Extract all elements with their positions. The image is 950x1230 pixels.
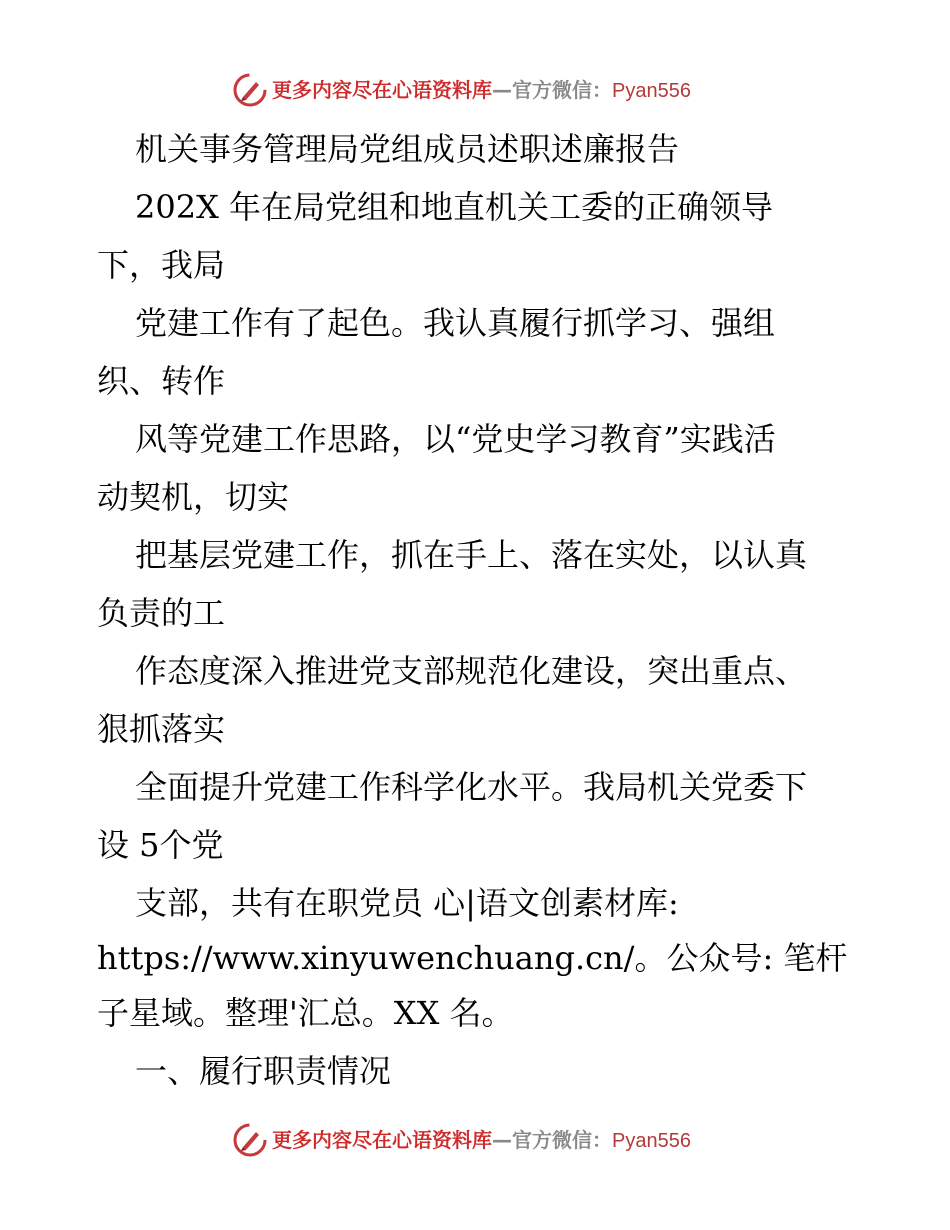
- paragraph-line: https://www.xinyuwenchuang.cn/。公众号: 笔杆: [97, 939, 848, 977]
- paragraph-line: 设 5个党: [97, 826, 224, 864]
- paragraph-line: 下，我局: [97, 246, 226, 284]
- paragraph-line: 作态度深入推进党支部规范化建设，突出重点、: [135, 652, 808, 690]
- header-banner: [0, 70, 950, 110]
- header-banner-wechat-id: Pyan556: [612, 80, 691, 102]
- header-banner-main: 更多内容尽在心语资料库: [272, 78, 492, 102]
- paragraph-line: 子星域。整理'汇总。XX 名。: [97, 994, 514, 1032]
- paragraph-line: 狠抓落实: [97, 710, 226, 748]
- paragraph-line: 全面提升党建工作科学化水平。我局机关党委下: [135, 768, 808, 806]
- footer-banner-dash: —: [492, 1128, 512, 1152]
- paragraph-line: 风等党建工作思路，以“党史学习教育”实践活: [135, 420, 776, 458]
- footer-banner: [0, 1120, 950, 1160]
- paragraph-line: 支部，共有在职党员 心|语文创素材库:: [135, 884, 679, 922]
- paragraph-line: 202X 年在局党组和地直机关工委的正确领导: [135, 188, 774, 226]
- footer-banner-text: [272, 1126, 691, 1155]
- footer-banner-main: 更多内容尽在心语资料库: [272, 1128, 492, 1152]
- paragraph-line: 动契机，切实: [97, 478, 290, 516]
- header-banner-text: [272, 76, 691, 105]
- paragraph-line: 负责的工: [97, 594, 226, 632]
- pen-circle-icon: [232, 72, 268, 108]
- header-banner-official: 官方微信：: [512, 78, 612, 102]
- paragraph-line: 党建工作有了起色。我认真履行抓学习、强组: [135, 304, 776, 342]
- footer-banner-official: 官方微信：: [512, 1128, 612, 1152]
- header-banner-dash: —: [492, 78, 512, 102]
- section-heading: 一、履行职责情况: [135, 1052, 392, 1090]
- document-title: 机关事务管理局党组成员述职述廉报告: [135, 130, 680, 168]
- document-body: [97, 120, 857, 1100]
- paragraph-line: 织、转作: [97, 362, 226, 400]
- paragraph-line: 把基层党建工作，抓在手上、落在实处，以认真: [135, 536, 808, 574]
- footer-banner-wechat-id: Pyan556: [612, 1130, 691, 1152]
- pen-circle-icon: [232, 1122, 268, 1158]
